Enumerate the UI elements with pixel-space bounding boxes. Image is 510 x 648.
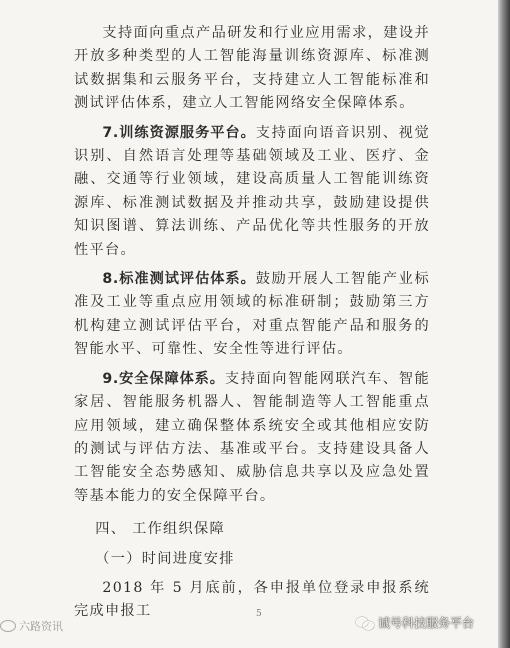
page-edge-shadow (498, 0, 510, 648)
paragraph-schedule: 2018 年 5 月底前，各申报单位登录申报系统完成申报工 (74, 579, 430, 620)
watermark-left (0, 618, 63, 634)
item-7-title: 7.训练资源服务平台。 (102, 124, 256, 141)
watermark-right (356, 614, 474, 631)
paragraph-intro: 支持面向重点产品研发和行业应用需求，建设并开放多种类型的人工智能海量训练资源库、标准测试数据集和云服务平台，支持建立人工智能标准和测试评估体系，建立人工智能网络安全保障体系。 (74, 25, 430, 112)
item-7-body: 支持面向语音识别、视觉识别、自然语言处理等基础领域及工业、医疗、金融、交通等行业领域，建设高质量人工智能训练资源库、标准测试数据及并推动共享，鼓励建设提供知识图谱、算法训练、产品优化等共性服务的开放性平台。 (74, 124, 430, 258)
item-8-title: 8.标准测试评估体系。 (102, 271, 256, 288)
paragraph-item-8 (74, 268, 430, 362)
section-heading: 四、 工作组织保障 (95, 521, 226, 538)
item-8-body: 鼓励开展人工智能产业标准及工业等重点应用领域的标准研制；鼓励第三方机构建立测试评估平台，对重点智能产品和服务的智能水平、可靠性、安全性等进行评估。 (74, 271, 430, 358)
item-9-title: 9.安全保障体系。 (102, 370, 225, 387)
wechat-icon (356, 616, 374, 630)
paragraph-item-7 (74, 122, 430, 262)
watermark-right-text: 诚号科技服务平台 (378, 616, 475, 630)
watermark-left-text: 六路资讯 (19, 620, 63, 633)
weibo-icon (0, 620, 16, 632)
paragraph-item-9 (74, 368, 430, 508)
sub-heading: （一）时间进度安排 (95, 550, 235, 567)
document-body (74, 22, 430, 630)
page-number: 5 (256, 609, 262, 619)
item-9-body: 支持面向智能网联汽车、智能家居、智能服务机器人、智能制造等人工智能重点应用领域，建立确保整体系统安全或其他相应安防的测试与评估方法、基准或平台。支持建设具备人工智能安全态势感知、威胁信息共享以及应急处置等基本能力的安全保障平台。 (74, 370, 430, 504)
